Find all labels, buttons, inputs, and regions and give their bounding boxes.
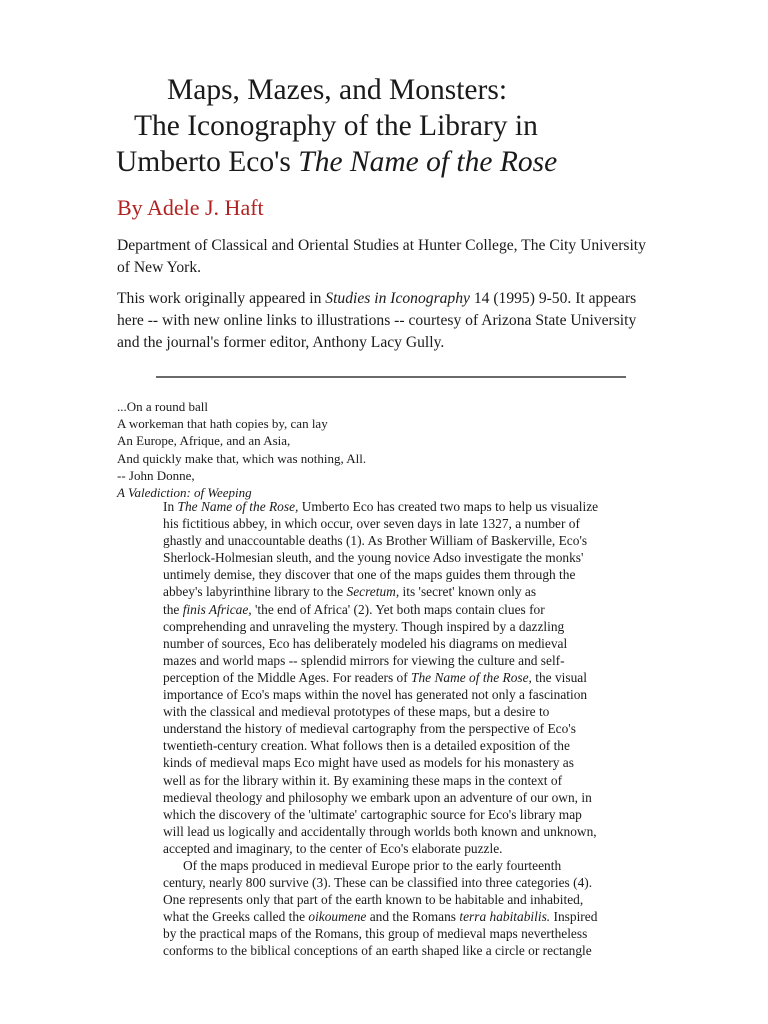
body-line: Of the maps produced in medieval Europe prior to the early fourteenth xyxy=(183,857,562,873)
body-line: In The Name of the Rose, Umberto Eco has created two maps to help us visualize xyxy=(163,499,599,514)
epigraph xyxy=(117,398,366,501)
epigraph-line: A workeman that hath copies by, can lay xyxy=(117,416,328,432)
body-line: medieval theology and philosophy we embark upon an adventure of our own, in xyxy=(163,789,592,805)
article-body xyxy=(163,498,673,960)
author-byline: By Adele J. Haft xyxy=(117,195,264,220)
body-line: which the discovery of the 'ultimate' cartographic source for Eco's library map xyxy=(163,806,582,822)
body-line: conforms to the biblical conceptions of an earth shaped like a circle or rectangle xyxy=(163,943,592,959)
publication-note: This work originally appeared in Studies in Iconography 14 (1995) 9-50. It appears here -- with new online links to illustrations -- courtesy of Arizona State University and the journal's former editor, Anthony Lacy Gully. xyxy=(117,290,637,351)
body-line: mazes and world maps -- splendid mirrors for viewing the culture and self- xyxy=(163,652,565,668)
title-line-3: Umberto Eco's The Name of the Rose xyxy=(116,146,558,178)
title-line-1: Maps, Mazes, and Monsters: xyxy=(167,74,508,106)
epigraph-line: ...On a round ball xyxy=(117,399,208,414)
body-line: will lead us logically and accidentally through worlds both known and unknown, xyxy=(163,823,597,839)
body-line: importance of Eco's maps within the novel has generated not only a fascination xyxy=(163,687,588,703)
epigraph-line: An Europe, Afrique, and an Asia, xyxy=(117,433,291,449)
body-line: Sherlock-Holmesian sleuth, and the young novice Adso investigate the monks' xyxy=(163,550,584,566)
body-line: kinds of medieval maps Eco might have used as models for his monastery as xyxy=(163,755,574,771)
body-line: century, nearly 800 survive (3). These can be classified into three categories (4). xyxy=(163,875,593,891)
body-line: what the Greeks called the oikoumene and the Romans terra habitabilis. Inspired xyxy=(163,909,598,925)
body-line: twentieth-century creation. What follows then is a detailed exposition of the xyxy=(163,738,570,754)
body-line: untimely demise, they discover that one of the maps guides them through the xyxy=(163,567,576,583)
body-line: by the practical maps of the Romans, this group of medieval maps nevertheless xyxy=(163,926,588,942)
article-title xyxy=(110,72,710,180)
horizontal-divider xyxy=(156,376,626,378)
author-affiliation: Department of Classical and Oriental Studies at Hunter College, The City University of New York. xyxy=(117,237,646,276)
body-line: One represents only that part of the earth known to be habitable and inhabited, xyxy=(163,892,584,908)
body-line: with the classical and medieval prototypes of these maps, but a desire to xyxy=(163,704,550,720)
body-line: well as for the library within it. By examining these maps in the context of xyxy=(163,772,563,788)
body-line: understand the history of medieval cartography from the perspective of Eco's xyxy=(163,721,576,737)
body-line: number of sources, Eco has deliberately modeled his diagrams on medieval xyxy=(163,635,568,651)
journal-name: Studies in Iconography xyxy=(325,290,470,307)
body-line: accepted and imaginary, to the center of Eco's elaborate puzzle. xyxy=(163,840,503,856)
epigraph-line: And quickly make that, which was nothing, All. xyxy=(117,450,367,466)
body-line: the finis Africae, 'the end of Africa' (2). Yet both maps contain clues for xyxy=(163,601,545,617)
epigraph-attribution: -- John Donne, A Valediction: of Weeping xyxy=(117,467,252,501)
novel-title: The Name of the Rose xyxy=(298,146,558,178)
body-line: abbey's labyrinthine library to the Secretum, its 'secret' known only as xyxy=(163,584,537,600)
body-line: comprehending and unraveling the mystery. Though inspired by a dazzling xyxy=(163,618,565,634)
body-line: ghastly and unaccountable deaths (1). As Brother William of Baskerville, Eco's xyxy=(163,533,588,549)
body-line: his fictitious abbey, in which occur, over seven days in late 1327, a number of xyxy=(163,516,580,532)
body-line: perception of the Middle Ages. For readers of The Name of the Rose, the visual xyxy=(163,669,587,685)
title-line-2: The Iconography of the Library in xyxy=(134,110,538,142)
